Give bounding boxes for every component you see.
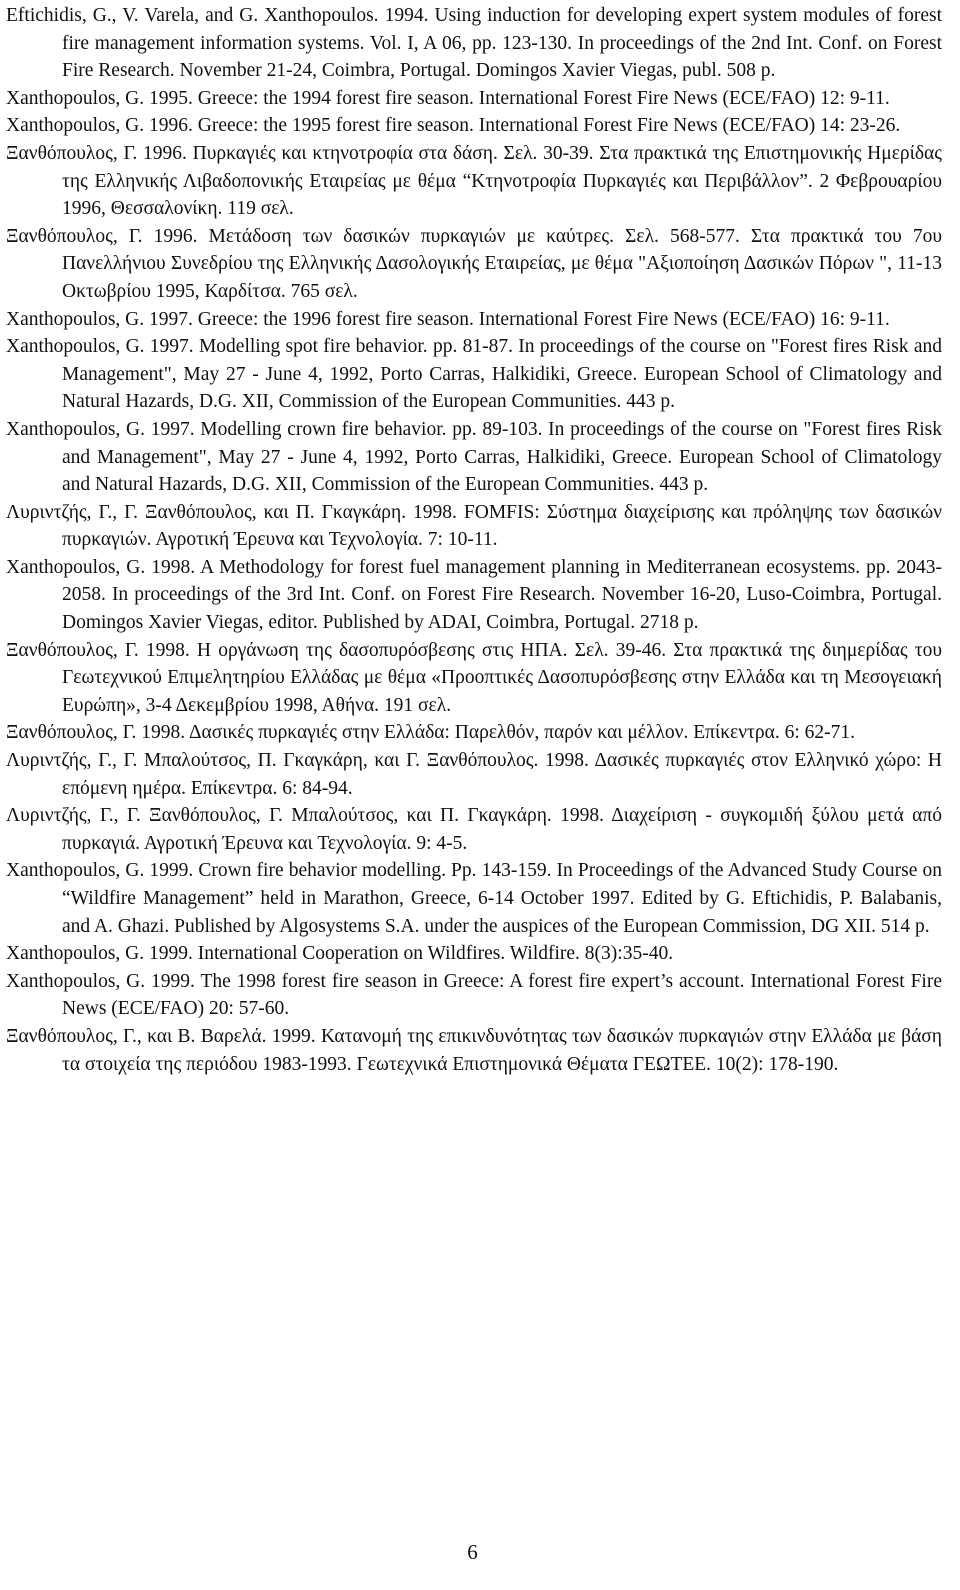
reference-list <box>6 2 942 1078</box>
reference-item: Xanthopoulos, G. 1997. Modelling crown fire behavior. pp. 89-103. In proceedings of the course on "Forest fires Risk and Management", May 27 - June 4, 1992, Porto Carras, Halkidiki, Greece. European School of Climatology and Natural Hazards, D.G. XII, Commission of the European Communities. 443 p. <box>6 418 942 496</box>
reference-item: Xanthopoulos, G. 1997. Modelling spot fire behavior. pp. 81-87. In proceedings of the course on "Forest fires Risk and Management", May 27 - June 4, 1992, Porto Carras, Halkidiki, Greece. European School of Climatology and Natural Hazards, D.G. XII, Commission of the European Communities. 443 p. <box>6 336 942 413</box>
reference-item: Ξανθόπουλος, Γ. 1996. Μετάδοση των δασικών πυρκαγιών με καύτρες. Σελ. 568-577. Στα πρακτικά του 7ου Πανελλήνιου Συνεδρίου της Ελληνικής Δασολογικής Εταιρείας, με θέμα "Αξιοποίηση Δασικών Πόρων ", 11-13 Οκτωβρίου 1995, Καρδίτσα. 765 σελ. <box>6 225 942 302</box>
reference-item: Ξανθόπουλος, Γ. 1998. Η οργάνωση της δασοπυρόσβεσης στις ΗΠΑ. Σελ. 39-46. Στα πρακτικά της διημερίδας του Γεωτεχνικού Επιμελητηρίου Ελλάδας με θέμα «Προοπτικές Δασοπυρόσβεσης στην Ελλάδα και τη Μεσογειακή Ευρώπη», 3-4 Δεκεμβρίου 1998, Αθήνα. 191 σελ. <box>6 639 942 716</box>
reference-item: Λυριντζής, Γ., Γ. Ξανθόπουλος, Γ. Μπαλούτσος, και Π. Γκαγκάρη. 1998. Διαχείριση - συγκομιδή ξύλου μετά από πυρκαγιά. Αγροτική Έρευνα και Τεχνολογία. 9: 4-5. <box>6 805 942 854</box>
page-number: 6 <box>467 1540 478 1564</box>
reference-item: Xanthopoulos, G. 1999. Crown fire behavior modelling. Pp. 143-159. In Proceedings of the Advanced Study Course on “Wildfire Management” held in Marathon, Greece, 6-14 October 1997. Edited by G. Eftichidis, P. Balabanis, and A. Ghazi. Published by Algosystems S.A. under the auspices of the European Commission, DG XII. 514 p. <box>6 860 942 937</box>
reference-item: Xanthopoulos, G. 1999. International Cooperation on Wildfires. Wildfire. 8(3):35-40. <box>6 943 674 965</box>
reference-item: Xanthopoulos, G. 1998. A Methodology for forest fuel management planning in Mediterranean ecosystems. pp. 2043-2058. In proceedings of the 3rd Int. Conf. on Forest Fire Research. November 16-20, Luso-Coimbra, Portugal. Domingos Xavier Viegas, editor. Published by ADAI, Coimbra, Portugal. 2718 p. <box>6 556 942 634</box>
reference-item: Ξανθόπουλος, Γ. 1998. Δασικές πυρκαγιές στην Ελλάδα: Παρελθόν, παρόν και μέλλον. Επίκεντρα. 6: 62-71. <box>6 722 856 744</box>
reference-item: Xanthopoulos, G. 1996. Greece: the 1995 forest fire season. International Forest Fire News (ECE/FAO) 14: 23-26. <box>6 115 901 137</box>
reference-item: Λυριντζής, Γ., Γ. Ξανθόπουλος, και Π. Γκαγκάρη. 1998. FOMFIS: Σύστημα διαχείρισης και πρόληψης των δασικών πυρκαγιών. Αγροτική Έρευνα και Τεχνολογία. 7: 10-11. <box>6 501 942 551</box>
reference-item: Λυριντζής, Γ., Γ. Μπαλούτσος, Π. Γκαγκάρη, και Γ. Ξανθόπουλος. 1998. Δασικές πυρκαγιές στον Ελληνικό χώρο: Η επόμενη ημέρα. Επίκεντρα. 6: 84-94. <box>6 750 942 799</box>
reference-item: Xanthopoulos, G. 1997. Greece: the 1996 forest fire season. International Forest Fire News (ECE/FAO) 16: 9-11. <box>6 308 890 330</box>
reference-item: Ξανθόπουλος, Γ. 1996. Πυρκαγιές και κτηνοτροφία στα δάση. Σελ. 30-39. Στα πρακτικά της Επιστημονικής Ημερίδας της Ελληνικής Λιβαδοπονικής Εταιρείας με θέμα “Κτηνοτροφία Πυρκαγιές και Περιβάλλον”. 2 Φεβρουαρίου 1996, Θεσσαλονίκη. 119 σελ. <box>6 142 942 220</box>
reference-item: Ξανθόπουλος, Γ., και Β. Βαρελά. 1999. Κατανομή της επικινδυνότητας των δασικών πυρκαγιών στην Ελλάδα με βάση τα στοιχεία της περιόδου 1983-1993. Γεωτεχνικά Επιστημονικά Θέματα ΓΕΩΤΕΕ. 10(2): 178-190. <box>6 1025 942 1075</box>
reference-item: Eftichidis, G., V. Varela, and G. Xanthopoulos. 1994. Using induction for developing expert system modules of forest fire management information systems. Vol. I, A 06, pp. 123-130. In proceedings of the 2nd Int. Conf. on Forest Fire Research. November 21-24, Coimbra, Portugal. Domingos Xavier Viegas, publ. 508 p. <box>6 5 942 82</box>
reference-item: Xanthopoulos, G. 1999. The 1998 forest fire season in Greece: A forest fire expert’s account. International Forest Fire News (ECE/FAO) 20: 57-60. <box>6 970 942 1020</box>
reference-item: Xanthopoulos, G. 1995. Greece: the 1994 forest fire season. International Forest Fire News (ECE/FAO) 12: 9-11. <box>6 87 890 109</box>
